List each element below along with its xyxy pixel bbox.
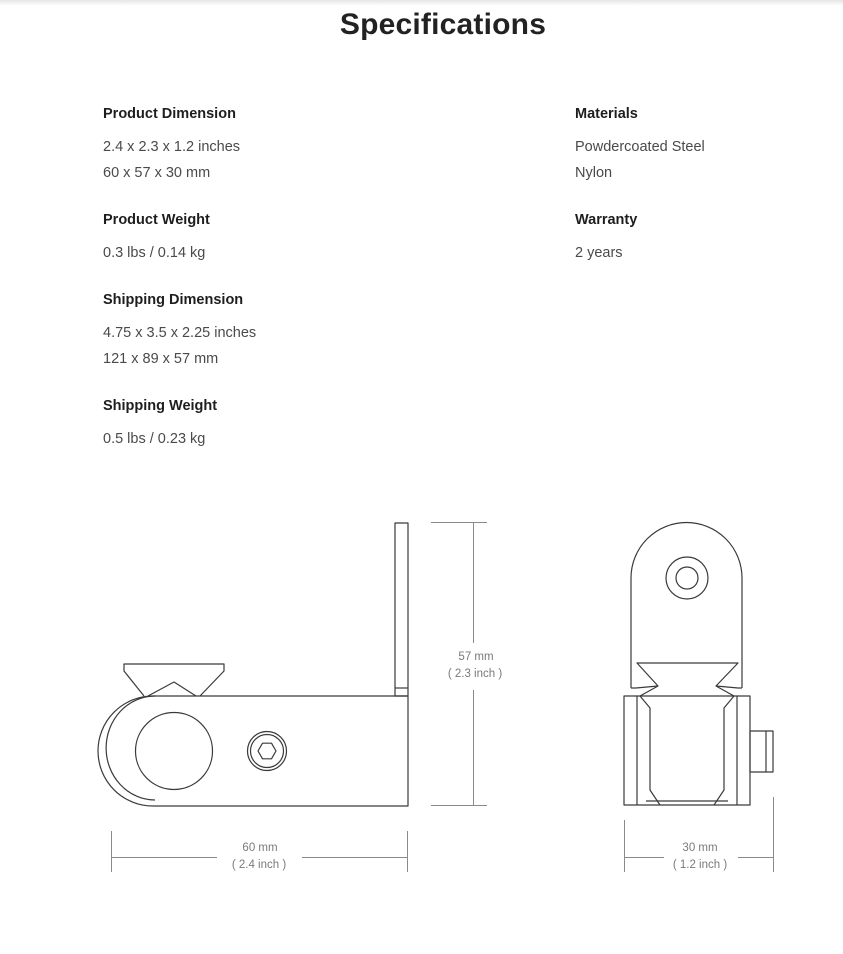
side-clip — [124, 664, 224, 696]
front-clamp-inner — [640, 696, 734, 805]
spec-value: 60 x 57 x 30 mm — [103, 165, 211, 181]
front-tab-hole-inner — [676, 567, 698, 589]
front-bolt-head — [750, 731, 773, 772]
side-bolt-hex — [258, 743, 276, 759]
front-dovetail-inner — [640, 686, 734, 696]
side-dimensions — [112, 523, 488, 873]
page-title: Specifications — [339, 8, 547, 41]
width-dim-mm: 60 mm — [242, 842, 278, 854]
side-bolt-outer — [248, 732, 287, 771]
spec-value: 2.4 x 2.3 x 1.2 inches — [103, 139, 241, 155]
front-view — [624, 523, 773, 806]
side-vertical-plate — [395, 523, 408, 696]
spec-value: 0.5 lbs / 0.23 kg — [103, 431, 206, 447]
spec-label: Materials — [575, 106, 638, 122]
side-body-outline — [98, 696, 408, 806]
spec-value: Powdercoated Steel — [575, 139, 705, 155]
spec-label: Warranty — [575, 212, 638, 228]
depth-dim-mm: 30 mm — [682, 842, 718, 854]
spec-value: 0.3 lbs / 0.14 kg — [103, 245, 206, 261]
spec-value: 2 years — [575, 245, 623, 261]
spec-label: Shipping Dimension — [103, 292, 244, 308]
depth-dim-inch: ( 1.2 inch ) — [672, 859, 728, 871]
spec-label: Product Dimension — [103, 106, 236, 122]
spec-value: Nylon — [575, 165, 613, 181]
spec-value: 4.75 x 3.5 x 2.25 inches — [103, 325, 257, 341]
spec-value: 121 x 89 x 57 mm — [103, 351, 219, 367]
side-view — [98, 523, 408, 806]
side-clip-notch — [148, 682, 196, 696]
side-large-hole — [136, 713, 213, 790]
width-dim-inch: ( 2.4 inch ) — [231, 859, 287, 871]
side-body-inner-arc — [106, 696, 155, 800]
side-bolt-inner — [251, 735, 284, 768]
spec-label: Shipping Weight — [103, 398, 218, 414]
front-clamp-body — [624, 696, 750, 805]
height-dim-inch: ( 2.3 inch ) — [447, 668, 503, 680]
front-dovetail — [631, 663, 742, 688]
spec-label: Product Weight — [103, 212, 210, 228]
height-dim-mm: 57 mm — [458, 651, 494, 663]
front-tab-hole-outer — [666, 557, 708, 599]
